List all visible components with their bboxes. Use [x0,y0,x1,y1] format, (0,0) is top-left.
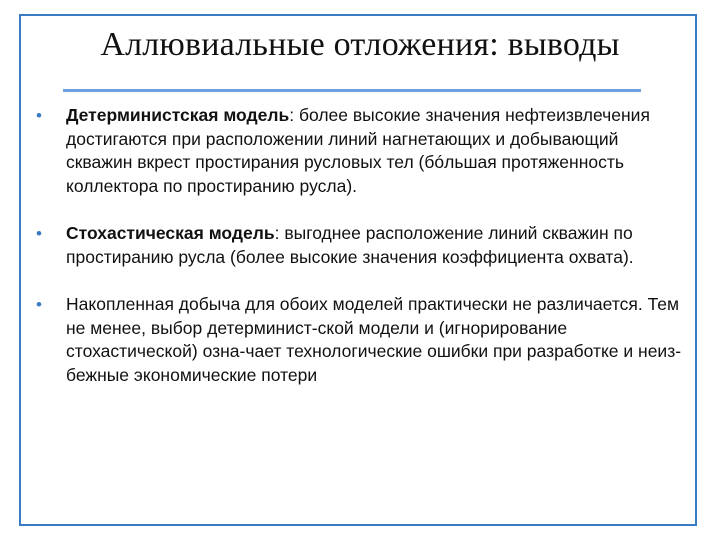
bullet-text: : более высокие значения нефтеизвлечения достигаются при расположении линий нагнетающих и добывающий скважин вкрест простирания русловых тел (бóльшая протяженность коллектора по простиранию русла). [66,105,650,196]
bullet-text: : выгоднее расположение линий скважин по простиранию русла (более высокие значения коэффициента охвата). [66,223,634,267]
bullet-list [36,104,686,387]
bullet-item-stochastic [36,222,686,269]
bullet-term: Детерминистская модель [66,105,290,125]
bullet-item-deterministic [36,104,686,198]
bullet-item-conclusion [36,293,686,387]
title-underline [63,89,641,92]
bullet-dot-icon: • [36,224,42,243]
bullet-dot-icon: • [36,295,42,314]
bullet-text: Накопленная добыча для обоих моделей практически не различается. Тем не менее, выбор детерминист-ской модели и (игнорирование стохастической) озна-чает технологические ошибки при разработке и неиз-бежные экономические потери [66,294,682,385]
bullet-dot-icon: • [36,106,42,125]
bullet-term: Стохастическая модель [66,223,275,243]
slide-title: Аллювиальные отложения: выводы [100,26,620,63]
